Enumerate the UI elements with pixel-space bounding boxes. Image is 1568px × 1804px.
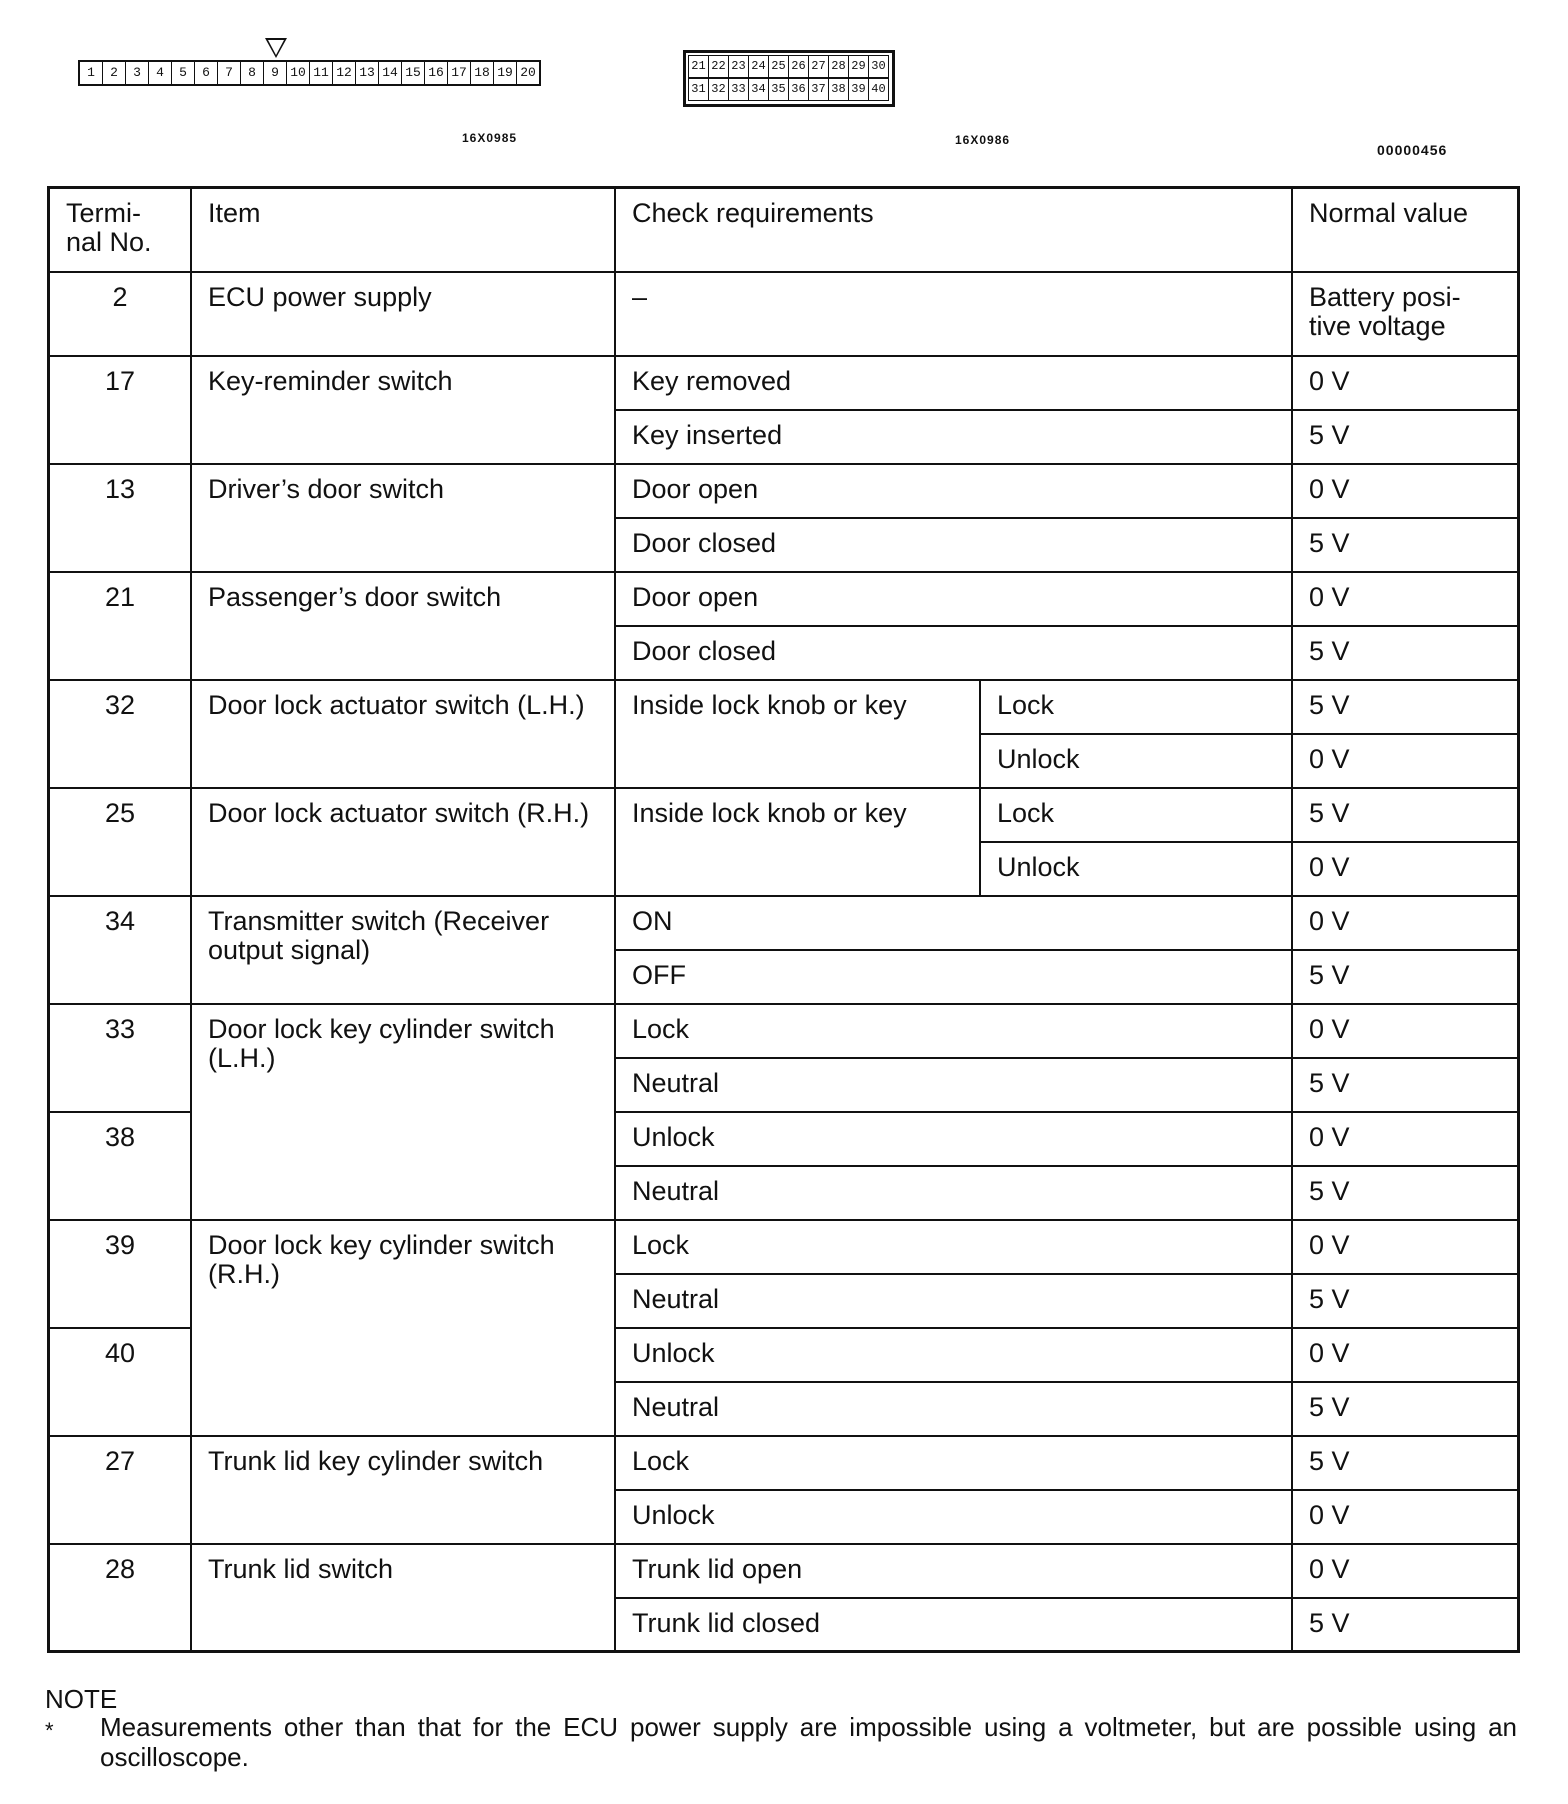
terminal-cell: 27 xyxy=(49,1436,192,1544)
connector-left-diagram xyxy=(78,60,541,86)
check-cell: Trunk lid open xyxy=(615,1544,1292,1598)
table-row xyxy=(49,680,1519,734)
terminal-cell: 17 xyxy=(49,356,192,464)
value-cell: 5 V xyxy=(1292,626,1519,680)
connector-pin: 23 xyxy=(728,55,749,78)
check-cell: Door closed xyxy=(615,518,1292,572)
check-cell: Unlock xyxy=(615,1328,1292,1382)
table-row xyxy=(49,464,1519,518)
value-cell: 5 V xyxy=(1292,1382,1519,1436)
connector-pin: 2 xyxy=(102,62,125,84)
check-cell: Key inserted xyxy=(615,410,1292,464)
table-row xyxy=(49,788,1519,842)
item-cell: Door lock actuator switch (L.H.) xyxy=(191,680,615,788)
value-cell: 0 V xyxy=(1292,1490,1519,1544)
check-cell: Neutral xyxy=(615,1058,1292,1112)
terminal-cell: 38 xyxy=(49,1112,192,1220)
connector-pin: 25 xyxy=(768,55,789,78)
connector-pin: 37 xyxy=(808,78,829,101)
connector-pin: 5 xyxy=(171,62,194,84)
value-cell: 0 V xyxy=(1292,1544,1519,1598)
terminal-cell: 13 xyxy=(49,464,192,572)
connector-pin: 7 xyxy=(217,62,240,84)
item-cell: Passenger’s door switch xyxy=(191,572,615,680)
value-cell: 5 V xyxy=(1292,1058,1519,1112)
table-row xyxy=(49,896,1519,950)
check-cell: Door open xyxy=(615,572,1292,626)
value-cell: 0 V xyxy=(1292,896,1519,950)
check-cell: Lock xyxy=(615,1436,1292,1490)
terminal-cell: 33 xyxy=(49,1004,192,1112)
check-cell: Unlock xyxy=(615,1112,1292,1166)
check-cell: Key removed xyxy=(615,356,1292,410)
table-row xyxy=(49,572,1519,626)
connector-pin: 3 xyxy=(125,62,148,84)
sub-check-cell: Lock xyxy=(980,788,1292,842)
value-cell: 0 V xyxy=(1292,1004,1519,1058)
connector-pin: 33 xyxy=(728,78,749,101)
connector-right-diagram xyxy=(683,50,895,107)
connector-pin: 39 xyxy=(848,78,869,101)
connector-pin: 29 xyxy=(848,55,869,78)
value-cell: 0 V xyxy=(1292,464,1519,518)
terminal-cell: 39 xyxy=(49,1220,192,1328)
value-cell: Battery posi-tive voltage xyxy=(1292,272,1519,356)
terminal-cell: 2 xyxy=(49,272,192,356)
connector-pin: 34 xyxy=(748,78,769,101)
check-cell: – xyxy=(615,272,1292,356)
connector-pin: 18 xyxy=(470,62,493,84)
value-cell: 5 V xyxy=(1292,518,1519,572)
connector-pin: 22 xyxy=(708,55,729,78)
value-cell: 0 V xyxy=(1292,1220,1519,1274)
check-cell: Door open xyxy=(615,464,1292,518)
connector-key-marker xyxy=(265,38,287,58)
check-cell: Trunk lid closed xyxy=(615,1598,1292,1652)
value-cell: 0 V xyxy=(1292,842,1519,896)
terminal-cell: 25 xyxy=(49,788,192,896)
note-text: Measurements other than that for the ECU power supply are impossible using a voltmeter, but are possible using an oscilloscope. xyxy=(100,1712,1517,1772)
connector-pin: 12 xyxy=(332,62,355,84)
terminal-cell: 21 xyxy=(49,572,192,680)
connector-pin: 40 xyxy=(868,78,889,101)
value-cell: 0 V xyxy=(1292,356,1519,410)
item-cell: Key-reminder switch xyxy=(191,356,615,464)
check-cell: Unlock xyxy=(615,1490,1292,1544)
table-row xyxy=(49,1436,1519,1490)
table-row xyxy=(49,1220,1519,1274)
connector-pin: 19 xyxy=(493,62,516,84)
connector-pin: 11 xyxy=(309,62,332,84)
table-row xyxy=(49,356,1519,410)
value-cell: 0 V xyxy=(1292,572,1519,626)
value-cell: 5 V xyxy=(1292,1166,1519,1220)
terminal-check-table xyxy=(47,186,1520,1653)
connector-pin: 9 xyxy=(263,62,286,84)
connector-pin: 17 xyxy=(447,62,470,84)
item-cell: Driver’s door switch xyxy=(191,464,615,572)
table-row xyxy=(49,1004,1519,1058)
header-check: Check requirements xyxy=(615,188,1292,272)
header-value: Normal value xyxy=(1292,188,1519,272)
connector-pin: 10 xyxy=(286,62,309,84)
connector-pin: 30 xyxy=(868,55,889,78)
connector-pin: 21 xyxy=(688,55,709,78)
sub-check-cell: Unlock xyxy=(980,842,1292,896)
table-header-row xyxy=(49,188,1519,272)
item-cell: Transmitter switch (Receiver output signal) xyxy=(191,896,615,1004)
value-cell: 5 V xyxy=(1292,788,1519,842)
table-row xyxy=(49,272,1519,356)
terminal-cell: 32 xyxy=(49,680,192,788)
value-cell: 0 V xyxy=(1292,1112,1519,1166)
value-cell: 5 V xyxy=(1292,410,1519,464)
connector-pin: 13 xyxy=(355,62,378,84)
value-cell: 5 V xyxy=(1292,1436,1519,1490)
item-cell: Trunk lid switch xyxy=(191,1544,615,1652)
check-cell: Lock xyxy=(615,1004,1292,1058)
connector-pin: 36 xyxy=(788,78,809,101)
figure-code: 00000456 xyxy=(1377,142,1448,158)
check-cell: Neutral xyxy=(615,1166,1292,1220)
note-marker: * xyxy=(45,1718,54,1743)
header-terminal: Termi-nal No. xyxy=(49,188,192,272)
terminal-cell: 28 xyxy=(49,1544,192,1652)
connector-pin: 27 xyxy=(808,55,829,78)
item-cell: Door lock key cylinder switch (L.H.) xyxy=(191,1004,615,1220)
connector-right-code: 16X0986 xyxy=(955,133,1011,147)
item-cell: Trunk lid key cylinder switch xyxy=(191,1436,615,1544)
check-cell: Neutral xyxy=(615,1274,1292,1328)
check-cell: ON xyxy=(615,896,1292,950)
item-cell: Door lock key cylinder switch (R.H.) xyxy=(191,1220,615,1436)
header-item: Item xyxy=(191,188,615,272)
value-cell: 5 V xyxy=(1292,1274,1519,1328)
item-cell: ECU power supply xyxy=(191,272,615,356)
check-cell: OFF xyxy=(615,950,1292,1004)
connector-pin: 31 xyxy=(688,78,709,101)
terminal-cell: 34 xyxy=(49,896,192,1004)
connector-pin: 26 xyxy=(788,55,809,78)
value-cell: 0 V xyxy=(1292,1328,1519,1382)
check-cell: Neutral xyxy=(615,1382,1292,1436)
check-cell: Lock xyxy=(615,1220,1292,1274)
table-row xyxy=(49,1544,1519,1598)
value-cell: 5 V xyxy=(1292,950,1519,1004)
check-cell: Inside lock knob or key xyxy=(615,788,980,896)
connector-pin: 24 xyxy=(748,55,769,78)
note-title: NOTE xyxy=(45,1684,118,1714)
connector-pin: 1 xyxy=(87,65,95,80)
check-cell: Door closed xyxy=(615,626,1292,680)
connector-pin: 14 xyxy=(378,62,401,84)
value-cell: 5 V xyxy=(1292,680,1519,734)
connector-pin: 16 xyxy=(424,62,447,84)
check-cell: Inside lock knob or key xyxy=(615,680,980,788)
connector-pin: 4 xyxy=(148,62,171,84)
value-cell: 5 V xyxy=(1292,1598,1519,1652)
item-cell: Door lock actuator switch (R.H.) xyxy=(191,788,615,896)
connector-pin: 20 xyxy=(516,62,539,84)
connector-pin: 15 xyxy=(401,62,424,84)
sub-check-cell: Unlock xyxy=(980,734,1292,788)
connector-pin: 35 xyxy=(768,78,789,101)
connector-pin: 6 xyxy=(194,62,217,84)
connector-pin: 28 xyxy=(828,55,849,78)
connector-pin: 32 xyxy=(708,78,729,101)
terminal-cell: 40 xyxy=(49,1328,192,1436)
connector-pin: 8 xyxy=(240,62,263,84)
sub-check-cell: Lock xyxy=(980,680,1292,734)
connector-pin: 38 xyxy=(828,78,849,101)
connector-left-code: 16X0985 xyxy=(462,131,518,145)
value-cell: 0 V xyxy=(1292,734,1519,788)
